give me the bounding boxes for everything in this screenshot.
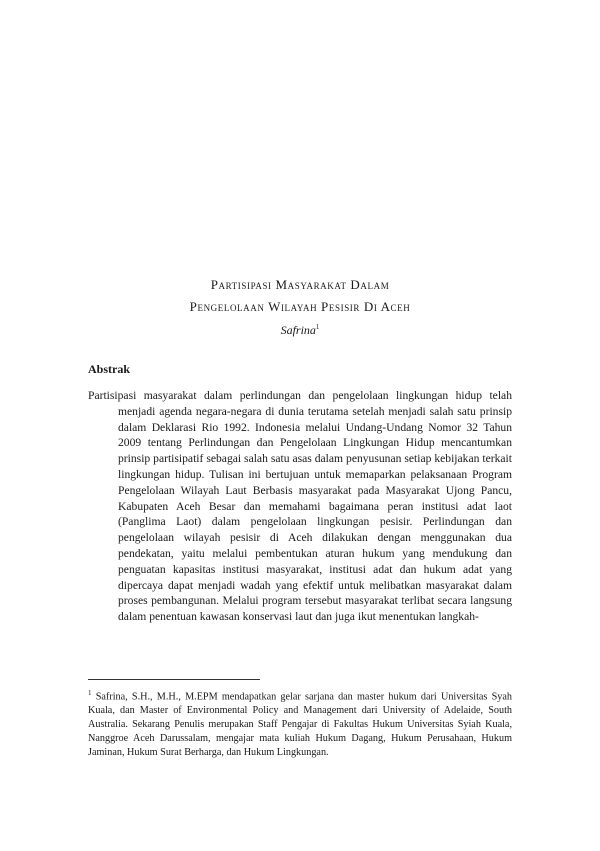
footnote	[88, 686, 512, 760]
title-block	[0, 274, 600, 338]
author-footnote-marker: 1	[315, 323, 320, 331]
author-name-text: Safrina	[280, 323, 316, 337]
author-name	[0, 319, 600, 338]
abstract-body: Partisipasi masyarakat dalam perlindungan dan pengelolaan lingkungan hidup telah menjadi agenda negara-negara di dunia terutama setelah menjadi salah satu prinsip dalam Deklarasi Rio 1992. Indonesia melalui Undang-Undang Nomor 32 Tahun 2009 tentang Perlindungan dan Pengelolaan Lingkungan Hidup mencantumkan prinsip partisipatif sebagai salah satu asas dalam penyusunan setiap kebijakan terkait lingkungan hidup. Tulisan ini bertujuan untuk memaparkan pelaksanaan Program Pengelolaan Wilayah Laut Berbasis masyarakat pada Masyarakat Ujong Pancu, Kabupaten Aceh Besar dan memahami bagaimana peran institusi adat laot (Panglima Laot) dalam pengelolaan lingkungan pesisir. Perlindungan dan pengelolaan wilayah pesisir di Aceh dilakukan dengan menggunakan dua pendekatan, yaitu melalui pembentukan aturan hukum yang mendukung dan penguatan kapasitas institusi masyarakat, institusi adat dan hukum adat yang dipercaya dapat menjadi wadah yang efektif untuk melibatkan masyarakat dalam proses pembangunan. Melalui program tersebut masyarakat terlibat secara langsung dalam penentuan kawasan konservasi laut dan juga ikut menentukan langkah-	[88, 389, 512, 624]
abstract-heading: Abstrak	[88, 362, 131, 376]
title-line-1: Partisipasi Masyarakat Dalam	[210, 277, 390, 292]
footnote-divider	[88, 679, 260, 680]
footnote-marker: 1	[88, 689, 92, 697]
footnote-text: Safrina, S.H., M.H., M.EPM mendapatkan gelar sarjana dan master hukum dari Universitas Syah Kuala, dan Master of Environmental Policy and Management dari University of Adelaide, South Australia. Sekarang Penulis merupakan Staff Pengajar di Fakultas Hukum Universitas Syiah Kuala, Nanggroe Aceh Darussalam, mengajar mata kuliah Hukum Dagang, Hukum Perusahaan, Hukum Jaminan, Hukum Surat Berharga, dan Hukum Lingkungan.	[88, 691, 512, 759]
title-line-2: Pengelolaan Wilayah Pesisir Di Aceh	[189, 299, 411, 314]
